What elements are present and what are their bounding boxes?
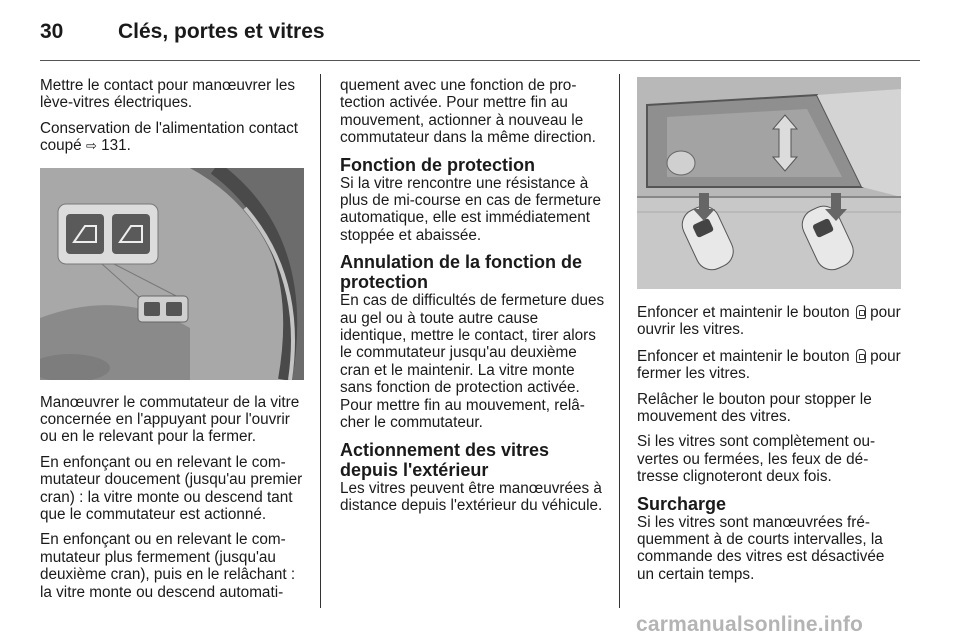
paragraph-text: Enfoncer et maintenir le bouton xyxy=(637,347,850,365)
paragraph: En enfonçant ou en relevant le commutateur plus fermement (jusqu'au deuxième cran), puis en le relâchant : la vitre monte ou descend automati- xyxy=(40,531,296,601)
paragraph: Si la vitre rencontre une résistance à plus de mi-course en cas de fermeture automatique, elle est immédiatement stoppée et abaissée. xyxy=(340,174,602,244)
remote-key-figure xyxy=(637,77,901,289)
page-header xyxy=(40,20,920,46)
paragraph: Relâcher le bouton pour stopper le mouvement des vitres. xyxy=(637,390,872,426)
page-number: 30 xyxy=(40,20,64,43)
unlock-key-icon xyxy=(856,305,866,319)
paragraph: quement avec une fonction de protection activée. Pour mettre fin au mouvement, actionner à nouveau le commutateur dans la même direction. xyxy=(340,77,596,147)
paragraph-text: Conservation de l'alimentation contact coupé xyxy=(40,119,299,155)
page-reference: 131. xyxy=(101,137,131,155)
paragraph: Mettre le contact pour manœuvrer les lève-vitres électriques. xyxy=(40,77,296,112)
section-heading: Surcharge xyxy=(637,493,727,514)
section-heading: Actionnement des vitres depuis l'extérieur xyxy=(340,439,550,480)
door-panel-illustration xyxy=(40,168,304,380)
column-3 xyxy=(637,77,903,591)
paragraph: Les vitres peuvent être manœuvrées à distance depuis l'extérieur du véhicule. xyxy=(340,479,603,514)
car-window-remote-illustration xyxy=(637,77,901,289)
paragraph: En cas de difficultés de fermeture dues au gel ou à toute autre cause identique, mettre le contact, tirer alors le commutateur jusqu'au deuxième cran et le maintenir. La vitre monte sans fonction de protection activée. Pour mettre fin au mouvement, relâcher le commutateur. xyxy=(340,292,605,432)
paragraph: En enfonçant ou en relevant le commutateur doucement (jusqu'au premier cran) : la vitre monte ou descend tant que le commutateur est actionné. xyxy=(40,453,303,524)
paragraph xyxy=(637,303,903,339)
section-heading: Fonction de protection xyxy=(340,154,535,175)
paragraph: Si les vitres sont manœuvrées fréquemment à de courts intervalles, la commande des vitres est désactivée un certain temps. xyxy=(637,513,885,583)
paragraph-text: pour ouvrir les vitres. xyxy=(637,304,901,339)
paragraph: Manœuvrer le commutateur de la vitre concernée en l'appuyant pour l'ouvrir ou en le relevant pour la fermer. xyxy=(40,393,300,446)
column-2 xyxy=(340,77,606,522)
watermark: carmanualsonline.info xyxy=(636,613,864,636)
section-heading: Annulation de la fonction de protection xyxy=(340,252,582,293)
lock-key-icon xyxy=(856,349,866,363)
window-switch-figure xyxy=(40,168,304,380)
paragraph xyxy=(637,347,903,383)
paragraph: Si les vitres sont complètement ouvertes ou fermées, les feux de détresse clignoteront deux fois. xyxy=(637,433,876,486)
page-reference-arrow-icon: ⇨ xyxy=(85,139,97,155)
header-rule xyxy=(40,60,920,61)
chapter-title: Clés, portes et vitres xyxy=(118,20,325,43)
paragraph-text: Enfoncer et maintenir le bouton xyxy=(637,304,850,321)
column-1 xyxy=(40,77,308,609)
column-divider-2 xyxy=(619,74,620,608)
paragraph xyxy=(40,120,308,156)
paragraph-text: pour fermer les vitres. xyxy=(637,347,901,383)
column-divider-1 xyxy=(320,74,321,608)
